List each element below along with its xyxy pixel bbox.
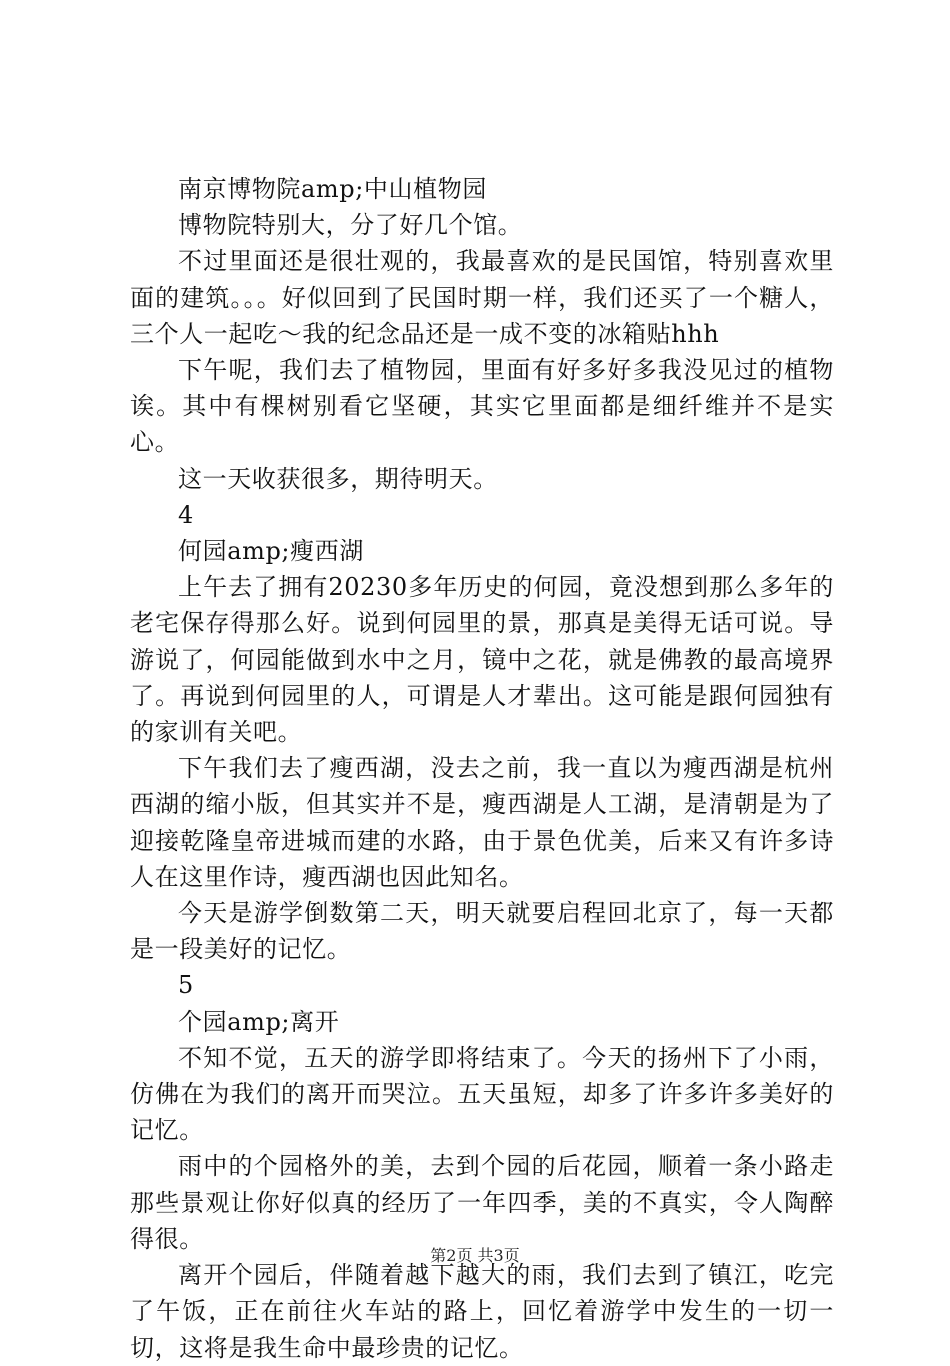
paragraph: 雨中的个园格外的美，去到个园的后花园，顺着一条小路走那些景观让你好似真的经历了一年四季，美的不真实，令人陶醉得很。 (130, 1152, 834, 1253)
paragraph: 博物院特别大，分了好几个馆。 (178, 211, 523, 240)
paragraph: 下午呢，我们去了植物园，里面有好多好多我没见过的植物诶。其中有棵树别看它坚硬，其实它里面都是细纤维并不是实心。 (130, 356, 834, 457)
paragraph: 今天是游学倒数第二天，明天就要启程回北京了，每一天都是一段美好的记忆。 (130, 899, 834, 964)
paragraph: 下午我们去了瘦西湖，没去之前，我一直以为瘦西湖是杭州西湖的缩小版，但其实并不是，瘦西湖是人工湖，是清朝是为了迎接乾隆皇帝进城而建的水路，由于景色优美，后来又有许多诗人在这里作诗，瘦西湖也因此知名。 (130, 754, 834, 891)
section-number: 5 (178, 971, 194, 1000)
paragraph: 上午去了拥有20230多年历史的何园，竟没想到那么多年的老宅保存得那么好。说到何园里的景，那真是美得无话可说。导游说了，何园能做到水中之月，镜中之花，就是佛教的最高境界了。再说到何园里的人，可谓是人才辈出。这可能是跟何园独有的家训有关吧。 (130, 573, 834, 747)
document-body (130, 171, 834, 1366)
page-number: 第2页 共3页 (430, 1246, 520, 1265)
paragraph: 离开个园后，伴随着越下越大的雨，我们去到了镇江，吃完了午饭，正在前往火车站的路上，回忆着游学中发生的一切一切，这将是我生命中最珍贵的记忆。 (130, 1261, 834, 1362)
section-heading: 南京博物院amp;中山植物园 (178, 175, 487, 203)
paragraph: 不过里面还是很壮观的，我最喜欢的是民国馆，特别喜欢里面的建筑。。。好似回到了民国时期一样，我们还买了一个糖人，三个人一起吃～我的纪念品还是一成不变的冰箱贴hhh (130, 247, 834, 348)
section-heading: 个园amp;离开 (178, 1007, 340, 1036)
paragraph: 这一天收获很多，期待明天。 (178, 464, 498, 493)
section-number: 4 (178, 500, 194, 529)
section-heading: 何园amp;瘦西湖 (178, 537, 364, 566)
paragraph: 不知不觉，五天的游学即将结束了。今天的扬州下了小雨，仿佛在为我们的离开而哭泣。五天虽短，却多了许多许多美好的记忆。 (130, 1043, 834, 1145)
page-footer (0, 1246, 950, 1266)
